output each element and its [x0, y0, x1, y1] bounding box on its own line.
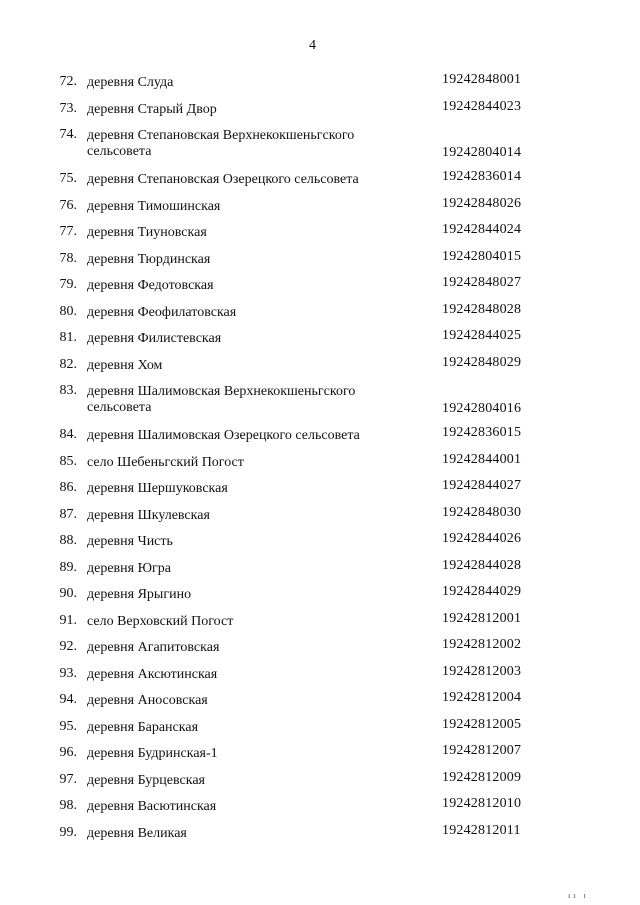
list-row — [0, 637, 640, 664]
list-row — [0, 664, 640, 691]
page-number: 4 — [309, 38, 316, 53]
scan-corner-marks: ıı ı — [568, 891, 589, 900]
settlement-name: деревня Тиуновская — [87, 225, 207, 240]
settlement-name: деревня Аносовская — [87, 693, 208, 708]
row-number: 95. — [59, 718, 77, 734]
list-row — [0, 478, 640, 505]
settlement-name: деревня Шершуковская — [87, 481, 228, 496]
row-number: 90. — [59, 586, 77, 601]
list-row — [0, 558, 640, 585]
settlement-name: деревня Старый Двор — [87, 101, 217, 117]
oktmo-code: 19242848027 — [442, 275, 522, 290]
settlement-name: деревня Шалимовская Верхнекокшеньгского сельсовета — [87, 384, 356, 415]
oktmo-code: 19242812011 — [442, 822, 521, 838]
settlement-name: деревня Бурцевская — [87, 772, 205, 788]
row-number: 80. — [59, 303, 77, 319]
list-row — [0, 717, 640, 744]
oktmo-code: 19242812009 — [442, 769, 522, 785]
list-row — [0, 584, 640, 611]
settlement-name: деревня Баранская — [87, 719, 199, 735]
list-row — [0, 823, 640, 850]
oktmo-code: 19242804015 — [442, 248, 522, 264]
settlement-name: деревня Агапитовская — [87, 640, 220, 655]
oktmo-code: 19242812001 — [442, 610, 522, 626]
list-row — [0, 72, 640, 99]
row-number: 94. — [59, 692, 77, 707]
oktmo-code: 19242848026 — [442, 195, 522, 211]
list-row — [0, 531, 640, 558]
oktmo-code: 19242804016 — [442, 401, 522, 416]
list-row — [0, 169, 640, 196]
oktmo-code: 19242844023 — [442, 98, 522, 114]
settlement-name: деревня Шалимовская Озерецкого сельсовета — [87, 428, 360, 443]
oktmo-code: 19242848030 — [442, 504, 522, 520]
row-number: 75. — [59, 171, 77, 186]
list-row — [0, 611, 640, 638]
settlement-name: деревня Степановская Озерецкого сельсовета — [87, 172, 359, 187]
list-row — [0, 381, 640, 425]
row-number: 96. — [59, 745, 77, 760]
settlement-name: деревня Федотовская — [87, 278, 214, 293]
oktmo-code: 19242836014 — [442, 169, 522, 184]
row-number: 81. — [59, 330, 77, 345]
row-number: 99. — [59, 824, 77, 840]
settlement-name: деревня Югра — [87, 560, 171, 576]
row-number: 88. — [59, 533, 77, 548]
settlement-name: деревня Будринская-1 — [87, 746, 218, 761]
oktmo-code: 19242848001 — [442, 72, 522, 87]
list-row — [0, 222, 640, 249]
settlement-name: деревня Чисть — [87, 534, 173, 549]
settlement-name: деревня Степановская Верхнекокшеньгского сельсовета — [87, 128, 355, 159]
row-number: 85. — [59, 453, 77, 469]
row-number: 84. — [59, 427, 77, 442]
settlement-name: деревня Аксютинская — [87, 666, 218, 682]
list-row — [0, 505, 640, 532]
row-number: 82. — [59, 356, 77, 372]
oktmo-code: 19242844027 — [442, 478, 522, 493]
settlement-name: деревня Слуда — [87, 75, 174, 90]
settlement-list — [0, 72, 640, 849]
oktmo-code: 19242848029 — [442, 354, 522, 370]
list-row — [0, 690, 640, 717]
oktmo-code: 19242844026 — [442, 531, 522, 546]
list-row — [0, 355, 640, 382]
oktmo-code: 19242848028 — [442, 301, 522, 317]
list-row — [0, 125, 640, 169]
settlement-name: село Верховский Погост — [87, 613, 234, 629]
oktmo-code: 19242844001 — [442, 451, 522, 467]
list-row — [0, 796, 640, 823]
oktmo-code: 19242844024 — [442, 222, 522, 237]
row-number: 78. — [59, 250, 77, 266]
list-row — [0, 249, 640, 276]
row-number: 83. — [59, 383, 77, 398]
row-number: 79. — [59, 277, 77, 292]
row-number: 97. — [59, 771, 77, 787]
row-number: 93. — [59, 665, 77, 681]
row-number: 86. — [59, 480, 77, 495]
list-row — [0, 275, 640, 302]
oktmo-code: 19242836015 — [442, 425, 522, 440]
row-number: 87. — [59, 506, 77, 522]
row-number: 74. — [59, 127, 77, 142]
list-row — [0, 196, 640, 223]
list-row — [0, 425, 640, 452]
oktmo-code: 19242844025 — [442, 328, 522, 343]
row-number: 77. — [59, 224, 77, 239]
row-number: 73. — [59, 100, 77, 116]
list-row — [0, 452, 640, 479]
oktmo-code: 19242812003 — [442, 663, 522, 679]
row-number: 91. — [59, 612, 77, 628]
settlement-name: деревня Великая — [87, 825, 187, 841]
list-row — [0, 770, 640, 797]
settlement-name: деревня Тюрдинская — [87, 251, 211, 267]
row-number: 89. — [59, 559, 77, 575]
oktmo-code: 19242812002 — [442, 637, 522, 652]
settlement-name: деревня Феофилатовская — [87, 304, 237, 320]
row-number: 98. — [59, 798, 77, 813]
list-row — [0, 99, 640, 126]
settlement-name: деревня Филистевская — [87, 331, 222, 346]
list-row — [0, 743, 640, 770]
row-number: 76. — [59, 197, 77, 213]
row-number: 92. — [59, 639, 77, 654]
settlement-name: деревня Хом — [87, 357, 163, 373]
settlement-name: деревня Тимошинская — [87, 198, 221, 214]
oktmo-code: 19242812004 — [442, 690, 522, 705]
row-number: 72. — [59, 74, 77, 89]
settlement-name: деревня Ярыгино — [87, 587, 192, 602]
oktmo-code: 19242812010 — [442, 796, 522, 811]
oktmo-code: 19242804014 — [442, 145, 522, 160]
oktmo-code: 19242812005 — [442, 716, 522, 732]
oktmo-code: 19242812007 — [442, 743, 522, 758]
settlement-name: деревня Шкулевская — [87, 507, 210, 523]
oktmo-code: 19242844028 — [442, 557, 522, 573]
list-row — [0, 328, 640, 355]
settlement-name: деревня Васютинская — [87, 799, 217, 814]
settlement-name: село Шебеньгский Погост — [87, 454, 244, 470]
oktmo-code: 19242844029 — [442, 584, 522, 599]
list-row — [0, 302, 640, 329]
